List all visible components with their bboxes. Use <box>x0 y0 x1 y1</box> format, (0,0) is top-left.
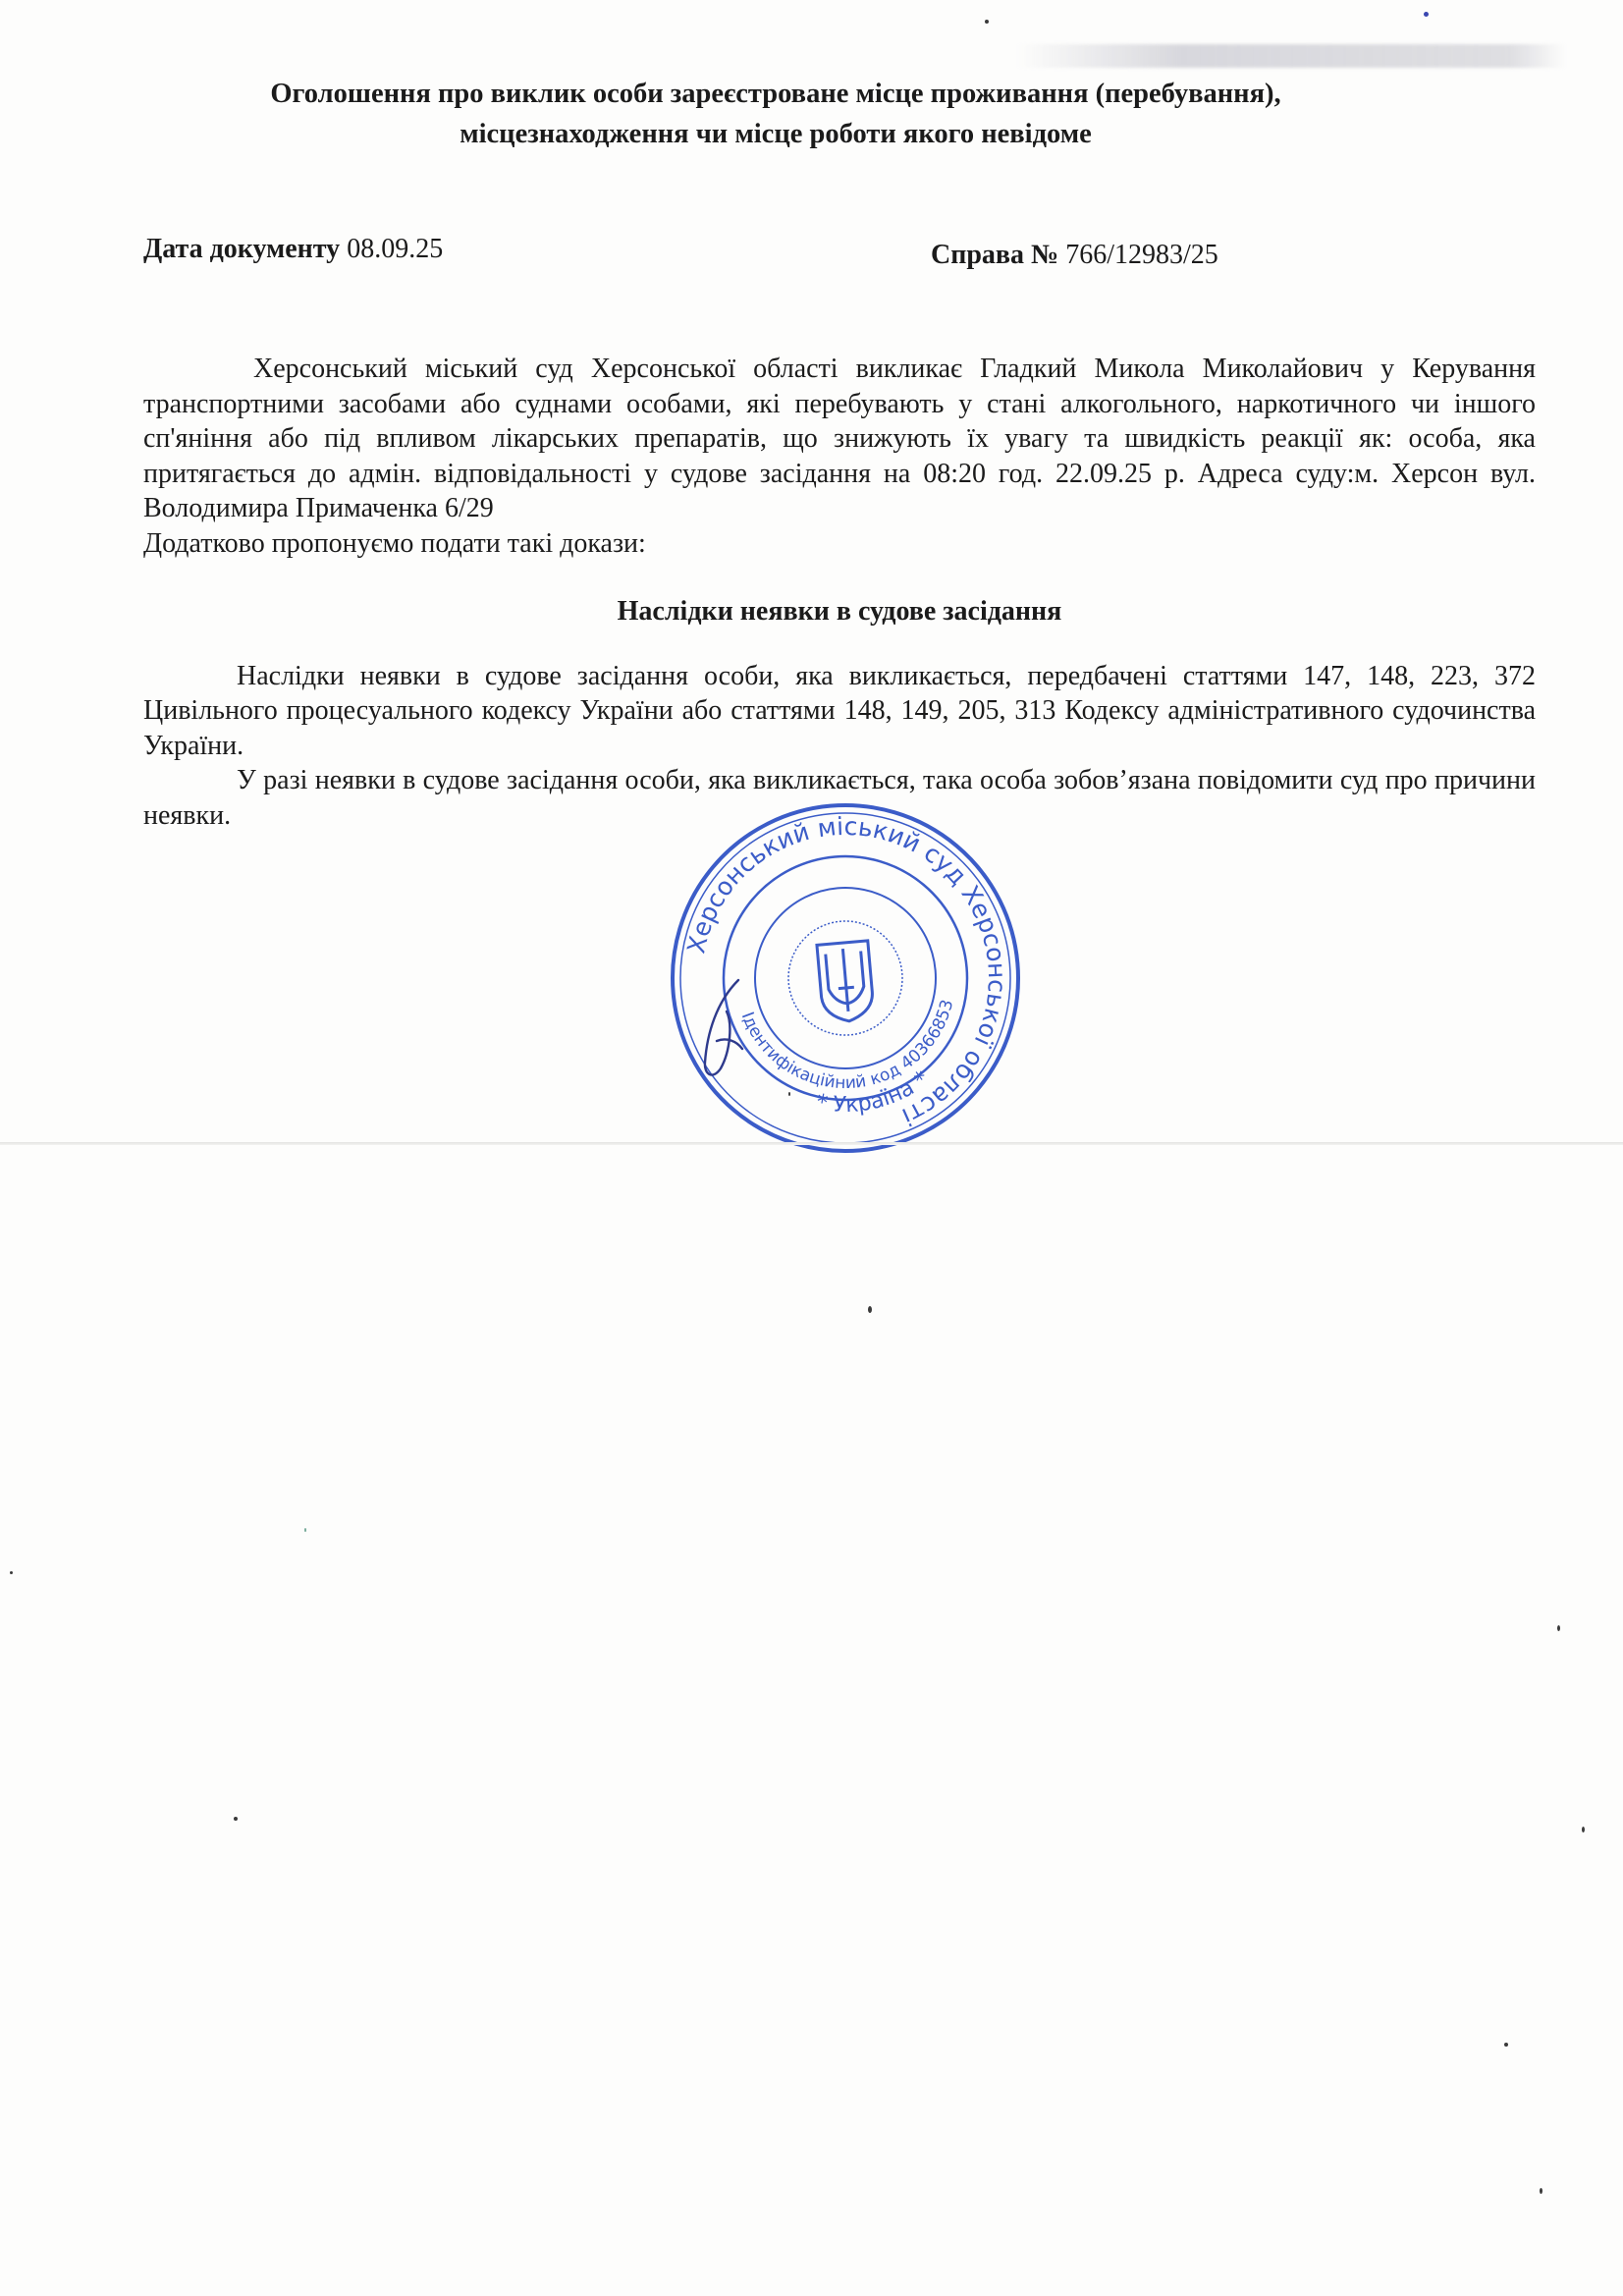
case-value: 766/12983/25 <box>1065 240 1218 270</box>
scan-artifact-strip <box>1016 44 1566 68</box>
trident-emblem-icon <box>817 941 875 1023</box>
document-body <box>143 352 1536 833</box>
date-label: Дата документу <box>143 234 341 264</box>
summons-paragraph: Херсонський міський суд Херсонської області викликає Гладкий Микола Миколайович у Керування транспортними засобами або суднами особами, які перебувають у стані алкогольного, наркотичного чи іншого сп'яніння або під впливом лікарських препаратів, що знижують їх увагу та швидкість реакції як: особа, яка притягається до адмін. відповідальності у судове засідання на 08:20 год. 22.09.25 р. Адреса суду:м. Херсон вул. Володимира Примаченка 6/29 <box>143 354 1536 523</box>
case-label: Справа № <box>931 240 1059 270</box>
case-number <box>931 240 1218 271</box>
title-line-2: місцезнаходження чи місце роботи якого невідоме <box>460 119 1092 149</box>
document-date <box>143 234 443 265</box>
notify-paragraph: У разі неявки в судове засідання особи, яка викликається, така особа зобов’язана повідомити суд про причини неявки. <box>143 765 1536 831</box>
evidence-paragraph: Додатково пропонуємо подати такі докази: <box>143 527 646 559</box>
seal-bottom-text: * Україна * <box>814 1066 934 1119</box>
document-title <box>137 74 1414 154</box>
date-value: 08.09.25 <box>347 234 444 264</box>
consequences-paragraph: Наслідки неявки в судове засідання особи, яка викликається, передбачені статтями 147, 148, 223, 372 Цивільного процесуального кодексу України або статтями 148, 149, 205, 313 Кодексу адміністративного судочинства України. <box>143 660 1536 761</box>
title-line-1: Оголошення про виклик особи зареєстроване місце проживання (перебування), <box>270 79 1281 109</box>
scan-page-fold <box>0 1142 1623 1145</box>
seal-outer-text: Херсонський міський суд Херсонської області <box>681 811 1012 1131</box>
consequences-heading: Наслідки неявки в судове засідання <box>617 596 1062 627</box>
handwritten-signature-icon <box>687 972 766 1085</box>
seal-inner-text: Ідентифікаційний код 40366853 <box>736 997 958 1094</box>
